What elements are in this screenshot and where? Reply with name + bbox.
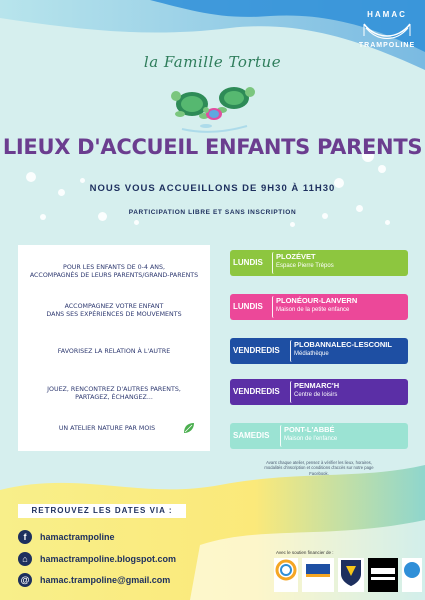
schedule-place (272, 296, 406, 318)
schedule-venue: Maison de l'enfance (284, 436, 338, 442)
info-line: DANS SES EXPÉRIENCES DE MOUVEMENTS (46, 311, 182, 318)
bubble (385, 220, 390, 225)
info-item-movement (24, 303, 204, 319)
schedule-venue: Médiathèque (294, 351, 329, 357)
msa-icon (402, 558, 422, 582)
schedule-item (230, 250, 408, 276)
contact-facebook[interactable] (18, 528, 115, 546)
shield-icon (338, 558, 364, 588)
schedule-city: PLONÉOUR-LANVERN (276, 296, 358, 305)
bubble (290, 222, 295, 227)
info-line: FAVORISEZ LA RELATION À L'AUTRE (57, 348, 171, 355)
brand-name: la Famille Tortue (143, 53, 282, 71)
disclaimer-note (224, 460, 414, 476)
funder-logo-pays-bigouden (274, 558, 298, 592)
schedule-day: VENDREDIS (233, 346, 280, 355)
info-item-age (24, 264, 204, 280)
schedule-place (290, 340, 406, 362)
info-box (18, 245, 210, 451)
bubble (26, 172, 36, 182)
info-line: UN ATELIER NATURE PAR MOIS (58, 425, 156, 432)
funder-logo-caf (302, 558, 334, 592)
info-line: ACCOMPAGNÉS DE LEURS PARENTS/GRAND-PARENTS (29, 272, 199, 279)
contact-email[interactable] (18, 571, 170, 589)
disclaimer-line: modalités d'inscription et conditions d'accès sur notre page (264, 465, 374, 471)
funders-logos (272, 558, 422, 598)
schedule-day: LUNDIS (233, 302, 263, 311)
info-line: ACCOMPAGNEZ VOTRE ENFANT (64, 303, 164, 310)
logo-word-trampoline: TRAMPOLINE (358, 42, 416, 49)
disclaimer-line: Facebook. (309, 470, 329, 476)
turtles-illustration (162, 74, 262, 134)
find-dates-heading: RETROUVEZ LES DATES VIA : (18, 504, 186, 518)
contact-text: hamac.trampoline@gmail.com (40, 575, 171, 585)
info-item-play (24, 386, 204, 402)
schedule-item (230, 379, 408, 405)
funder-logo-bretagne (338, 558, 364, 592)
schedule-city: PENMARC'H (294, 381, 340, 390)
info-line: PARTAGEZ, ÉCHANGEZ... (75, 394, 153, 401)
schedule-item (230, 423, 408, 449)
schedule-day: LUNDIS (233, 258, 263, 267)
schedule-item (230, 294, 408, 320)
schedule-city: PONT-L'ABBÉ (284, 425, 335, 434)
schedule-city: PLOZÉVET (276, 252, 316, 261)
schedule-day: SAMEDIS (233, 431, 270, 440)
info-line: JOUEZ, RENCONTREZ D'AUTRES PARENTS, (47, 386, 181, 393)
caf-icon (302, 558, 334, 582)
schedule-venue: Maison de la petite enfance (276, 307, 350, 313)
web-icon: ⌂ (18, 552, 32, 566)
finistere-icon (368, 558, 398, 592)
contact-text: hamactrampoline.blogspot.com (40, 554, 177, 564)
funder-logo-msa (402, 558, 422, 592)
hamac-trampoline-logo (354, 6, 420, 58)
participation-subtitle: PARTICIPATION LIBRE ET SANS INSCRIPTION (128, 209, 297, 216)
facebook-icon: f (18, 530, 32, 544)
schedule-place (272, 252, 406, 274)
disclaimer-line: Avant chaque atelier, pensez à vérifier les lieux, horaires, (266, 460, 372, 465)
leaf-icon (183, 422, 195, 434)
schedule-item (230, 338, 408, 364)
page-title: LIEUX D'ACCUEIL ENFANTS PARENTS (2, 135, 423, 159)
funder-logo-finistere (368, 558, 398, 592)
contact-blog[interactable] (18, 550, 176, 568)
schedule-day: VENDREDIS (233, 387, 280, 396)
contact-text: hamactrampoline (40, 532, 115, 542)
hours-subtitle: NOUS VOUS ACCUEILLONS DE 9H30 À 11H30 (89, 183, 336, 194)
info-item-nature (32, 425, 182, 433)
logo-word-hamac: HAMAC (367, 10, 407, 19)
bubble (378, 165, 386, 173)
bubble (134, 220, 139, 225)
schedule-place (280, 425, 406, 447)
schedule-city: PLOBANNALEC-LESCONIL (294, 340, 392, 349)
funders-label: Avec le soutien financier de : (276, 550, 334, 555)
info-line: POUR LES ENFANTS DE 0-4 ANS, (63, 264, 165, 271)
schedule-venue: Espace Pierre Trépos (276, 263, 334, 269)
schedule-venue: Centre de loisirs (294, 392, 338, 398)
swirl-icon (274, 558, 298, 582)
schedule-place (290, 381, 406, 403)
email-icon: @ (18, 573, 32, 587)
info-item-relation (24, 348, 204, 356)
